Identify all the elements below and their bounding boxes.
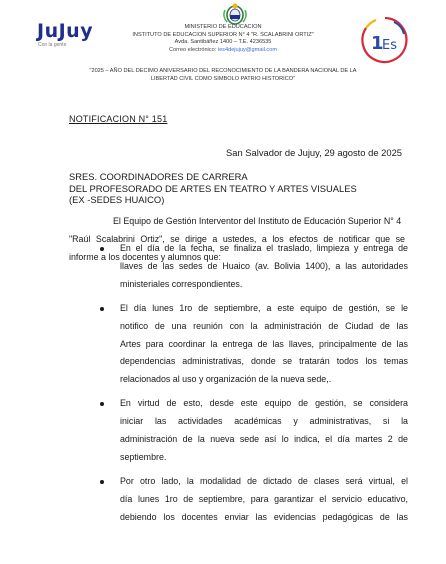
intro-line: "Raúl Scalabrini Ortiz", se dirige a ustedes, a los efectos de notificar que se [69,233,405,244]
svg-text:1: 1 [371,33,384,54]
bullet-line: En el día de la fecha, se finaliza el traslado, limpieza y entrega de [120,243,408,253]
bullet-dot-icon [100,480,104,484]
bullet-line: dependencias administrativas, donde se tratarán todos los temas [120,356,408,367]
motto-line: "2025 – AÑO DEL DECIMO ANIVERSARIO DEL RECONOCIMIENTO DE LA BANDERA NACIONAL DE LA [89,68,357,74]
bullet-dot-icon [100,402,104,406]
notice-bullets [98,240,408,533]
bullet-line: Por otro lado, la modalidad de dictado de clases será virtual, el [120,475,408,486]
svg-text:Es: Es [382,38,397,53]
header-line-ministry: MINISTERIO DE EDUCACION [184,24,262,30]
email-link[interactable]: ies4dejujuy@gmail.com [217,46,277,53]
date-line: San Salvador de Jujuy, 29 agosto de 2025 [226,147,402,158]
bullet-line: administración de la nueva sede así lo indica, el día martes 2 de [120,434,408,445]
bullet-line: llaves de las sedes de Huaico (av. Bolivia 1400), a las autoridades [120,260,408,271]
recipient-line: DEL PROFESORADO DE ARTES EN TEATRO Y ARTES VISUALES [69,182,357,194]
jujuy-logo-word: JuJuy [37,20,94,42]
bullet-item [98,240,408,294]
bullet-list [98,240,408,527]
bullet-line: Artes para coordinar la entrega de las llaves, principalmente de las [120,338,408,349]
bullet-dot-icon [100,247,104,251]
email-label: Correo electrónico: [169,46,217,53]
bullet-line: El día lunes 1ro de septiembre, a este equipo de gestión, se le [120,302,408,313]
coat-of-arms-icon [220,2,250,26]
header-line-institute: INSTITUTO DE EDUCACION SUPERIOR N° 4 "R. SCALABRINI ORTIZ" [132,31,314,38]
header-line-address: Avda. Santibáñez 1400 – T.E. 4236535 [174,39,272,46]
intro-line: El Equipo de Gestión Interventor del Instituto de Educación Superior N° 4 [113,216,402,226]
bullet-dot-icon [100,307,104,311]
bullet-line: debiendo los docentes enviar las evidencias pedagógicas de las [120,511,408,522]
bullet-line: iniciar las actividades académicas y administrativas, si la [120,416,408,427]
jujuy-logo-tagline: Con la gente [38,42,67,48]
motto-line: LIBERTAD CIVIL COMO SIMBOLO PATRIO HISTORICO" [150,76,296,83]
bullet-line: En virtud de esto, desde este equipo de gestión, se considera [120,398,408,409]
ies4-logo-icon [356,14,414,66]
year-motto [22,67,424,83]
intro-line: informe a los docentes y alumnos que: [69,251,221,262]
bullet-line: relacionados al uso y organización de la nueva sede,. [120,374,332,385]
header-line-email [88,47,358,55]
notification-title: NOTIFICACION N° 151 [69,114,168,124]
bullet-line: día lunes 1ro de septiembre, para garantizar el servicio educativo, [120,493,408,504]
institution-header [88,24,358,54]
bullet-item [98,473,408,527]
bullet-line: notifico de una reunión con la administración de Ciudad de las [120,320,408,331]
recipient-line: SRES. COORDINADORES DE CARRERA [69,171,248,182]
recipients-block [69,171,357,206]
bullet-line: septiembre. [120,451,167,462]
bullet-item [98,300,408,390]
recipient-line: (EX -SEDES HUAICO) [69,194,165,206]
bullet-line: ministeriales correspondientes. [120,278,243,289]
jujuy-logo [37,22,93,48]
bullet-item [98,395,408,467]
